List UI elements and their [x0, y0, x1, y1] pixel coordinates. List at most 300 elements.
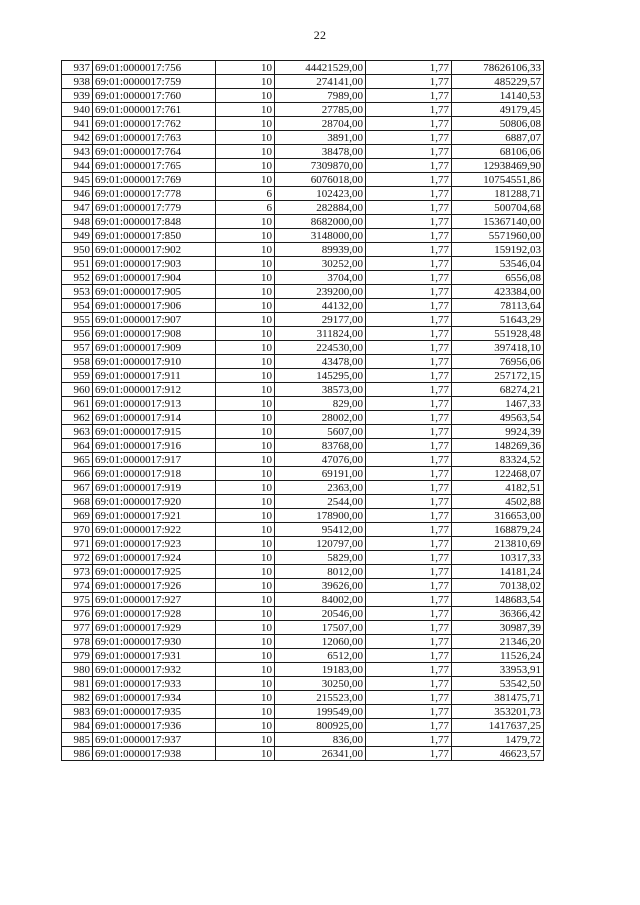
table-row: [62, 495, 544, 509]
value-cell: 213810,69: [452, 537, 544, 551]
area-cell: 19183,00: [275, 663, 366, 677]
value-cell: 148269,36: [452, 439, 544, 453]
coefficient-cell: 1,77: [366, 677, 452, 691]
value-cell: 30987,39: [452, 621, 544, 635]
area-cell: 5607,00: [275, 425, 366, 439]
cadastral-number: 69:01:0000017:850: [93, 229, 216, 243]
coefficient-cell: 1,77: [366, 411, 452, 425]
area-cell: 3148000,00: [275, 229, 366, 243]
row-number: 939: [62, 89, 93, 103]
row-number: 953: [62, 285, 93, 299]
row-number: 957: [62, 341, 93, 355]
row-number: 946: [62, 187, 93, 201]
table-row: [62, 425, 544, 439]
coefficient-cell: 1,77: [366, 523, 452, 537]
row-number: 940: [62, 103, 93, 117]
value-cell: 1417637,25: [452, 719, 544, 733]
rate-cell: 10: [216, 467, 275, 481]
cadastral-number: 69:01:0000017:917: [93, 453, 216, 467]
coefficient-cell: 1,77: [366, 131, 452, 145]
value-cell: 10317,33: [452, 551, 544, 565]
rate-cell: 10: [216, 89, 275, 103]
area-cell: 6076018,00: [275, 173, 366, 187]
table-row: [62, 509, 544, 523]
row-number: 937: [62, 61, 93, 75]
row-number: 954: [62, 299, 93, 313]
cadastral-number: 69:01:0000017:761: [93, 103, 216, 117]
table-row: [62, 733, 544, 747]
value-cell: 12938469,90: [452, 159, 544, 173]
area-cell: 102423,00: [275, 187, 366, 201]
rate-cell: 10: [216, 341, 275, 355]
cadastral-number: 69:01:0000017:779: [93, 201, 216, 215]
area-cell: 274141,00: [275, 75, 366, 89]
rate-cell: 10: [216, 593, 275, 607]
row-number: 985: [62, 733, 93, 747]
cadastral-number: 69:01:0000017:919: [93, 481, 216, 495]
value-cell: 68106,06: [452, 145, 544, 159]
cadastral-number: 69:01:0000017:927: [93, 593, 216, 607]
table-row: [62, 271, 544, 285]
cadastral-number: 69:01:0000017:764: [93, 145, 216, 159]
coefficient-cell: 1,77: [366, 243, 452, 257]
rate-cell: 10: [216, 663, 275, 677]
coefficient-cell: 1,77: [366, 747, 452, 761]
rate-cell: 10: [216, 411, 275, 425]
area-cell: 239200,00: [275, 285, 366, 299]
table-row: [62, 719, 544, 733]
cadastral-number: 69:01:0000017:904: [93, 271, 216, 285]
area-cell: 26341,00: [275, 747, 366, 761]
cadastral-number: 69:01:0000017:769: [93, 173, 216, 187]
coefficient-cell: 1,77: [366, 621, 452, 635]
value-cell: 36366,42: [452, 607, 544, 621]
row-number: 945: [62, 173, 93, 187]
row-number: 983: [62, 705, 93, 719]
row-number: 960: [62, 383, 93, 397]
cadastral-number: 69:01:0000017:931: [93, 649, 216, 663]
page-number: 22: [313, 28, 327, 42]
rate-cell: 10: [216, 75, 275, 89]
coefficient-cell: 1,77: [366, 103, 452, 117]
table-row: [62, 145, 544, 159]
value-cell: 49563,54: [452, 411, 544, 425]
coefficient-cell: 1,77: [366, 663, 452, 677]
value-cell: 4182,51: [452, 481, 544, 495]
area-cell: 44421529,00: [275, 61, 366, 75]
area-cell: 8682000,00: [275, 215, 366, 229]
registry-table: [61, 60, 544, 761]
table-row: [62, 677, 544, 691]
area-cell: 83768,00: [275, 439, 366, 453]
row-number: 943: [62, 145, 93, 159]
table-row: [62, 383, 544, 397]
value-cell: 381475,71: [452, 691, 544, 705]
rate-cell: 10: [216, 327, 275, 341]
area-cell: 8012,00: [275, 565, 366, 579]
value-cell: 397418,10: [452, 341, 544, 355]
coefficient-cell: 1,77: [366, 145, 452, 159]
area-cell: 3704,00: [275, 271, 366, 285]
table-row: [62, 313, 544, 327]
value-cell: 1479,72: [452, 733, 544, 747]
cadastral-number: 69:01:0000017:930: [93, 635, 216, 649]
coefficient-cell: 1,77: [366, 425, 452, 439]
value-cell: 1467,33: [452, 397, 544, 411]
area-cell: 6512,00: [275, 649, 366, 663]
area-cell: 30250,00: [275, 677, 366, 691]
table-row: [62, 467, 544, 481]
cadastral-number: 69:01:0000017:928: [93, 607, 216, 621]
row-number: 942: [62, 131, 93, 145]
table-row: [62, 159, 544, 173]
area-cell: 3891,00: [275, 131, 366, 145]
value-cell: 159192,03: [452, 243, 544, 257]
value-cell: 68274,21: [452, 383, 544, 397]
area-cell: 84002,00: [275, 593, 366, 607]
value-cell: 53546,04: [452, 257, 544, 271]
coefficient-cell: 1,77: [366, 551, 452, 565]
rate-cell: 10: [216, 719, 275, 733]
coefficient-cell: 1,77: [366, 271, 452, 285]
rate-cell: 10: [216, 257, 275, 271]
value-cell: 76956,06: [452, 355, 544, 369]
value-cell: 5571960,00: [452, 229, 544, 243]
table-row: [62, 131, 544, 145]
coefficient-cell: 1,77: [366, 509, 452, 523]
area-cell: 20546,00: [275, 607, 366, 621]
table-row: [62, 243, 544, 257]
cadastral-number: 69:01:0000017:911: [93, 369, 216, 383]
table-row: [62, 453, 544, 467]
area-cell: 12060,00: [275, 635, 366, 649]
row-number: 951: [62, 257, 93, 271]
cadastral-number: 69:01:0000017:915: [93, 425, 216, 439]
rate-cell: 10: [216, 369, 275, 383]
row-number: 978: [62, 635, 93, 649]
area-cell: 27785,00: [275, 103, 366, 117]
value-cell: 316653,00: [452, 509, 544, 523]
row-number: 969: [62, 509, 93, 523]
cadastral-number: 69:01:0000017:935: [93, 705, 216, 719]
cadastral-number: 69:01:0000017:932: [93, 663, 216, 677]
cadastral-number: 69:01:0000017:912: [93, 383, 216, 397]
value-cell: 500704,68: [452, 201, 544, 215]
cadastral-number: 69:01:0000017:903: [93, 257, 216, 271]
area-cell: 2544,00: [275, 495, 366, 509]
cadastral-number: 69:01:0000017:922: [93, 523, 216, 537]
value-cell: 148683,54: [452, 593, 544, 607]
rate-cell: 10: [216, 173, 275, 187]
table-row: [62, 691, 544, 705]
value-cell: 14140,53: [452, 89, 544, 103]
table-row: [62, 397, 544, 411]
value-cell: 83324,52: [452, 453, 544, 467]
cadastral-number: 69:01:0000017:905: [93, 285, 216, 299]
table-row: [62, 537, 544, 551]
area-cell: 7989,00: [275, 89, 366, 103]
rate-cell: 6: [216, 187, 275, 201]
area-cell: 311824,00: [275, 327, 366, 341]
row-number: 986: [62, 747, 93, 761]
row-number: 955: [62, 313, 93, 327]
table-row: [62, 89, 544, 103]
coefficient-cell: 1,77: [366, 159, 452, 173]
cadastral-number: 69:01:0000017:914: [93, 411, 216, 425]
rate-cell: 10: [216, 285, 275, 299]
coefficient-cell: 1,77: [366, 467, 452, 481]
area-cell: 120797,00: [275, 537, 366, 551]
row-number: 973: [62, 565, 93, 579]
coefficient-cell: 1,77: [366, 537, 452, 551]
rate-cell: 10: [216, 523, 275, 537]
rate-cell: 10: [216, 271, 275, 285]
area-cell: 44132,00: [275, 299, 366, 313]
coefficient-cell: 1,77: [366, 257, 452, 271]
table-row: [62, 215, 544, 229]
table-row: [62, 579, 544, 593]
cadastral-number: 69:01:0000017:936: [93, 719, 216, 733]
coefficient-cell: 1,77: [366, 495, 452, 509]
value-cell: 11526,24: [452, 649, 544, 663]
value-cell: 168879,24: [452, 523, 544, 537]
coefficient-cell: 1,77: [366, 173, 452, 187]
cadastral-number: 69:01:0000017:763: [93, 131, 216, 145]
value-cell: 15367140,00: [452, 215, 544, 229]
row-number: 962: [62, 411, 93, 425]
rate-cell: 10: [216, 747, 275, 761]
cadastral-number: 69:01:0000017:925: [93, 565, 216, 579]
area-cell: 800925,00: [275, 719, 366, 733]
cadastral-number: 69:01:0000017:759: [93, 75, 216, 89]
cadastral-number: 69:01:0000017:918: [93, 467, 216, 481]
rate-cell: 10: [216, 551, 275, 565]
coefficient-cell: 1,77: [366, 369, 452, 383]
table-row: [62, 663, 544, 677]
registry-table-body: [62, 61, 544, 761]
value-cell: 21346,20: [452, 635, 544, 649]
coefficient-cell: 1,77: [366, 691, 452, 705]
rate-cell: 10: [216, 131, 275, 145]
coefficient-cell: 1,77: [366, 481, 452, 495]
table-row: [62, 411, 544, 425]
coefficient-cell: 1,77: [366, 355, 452, 369]
table-row: [62, 285, 544, 299]
value-cell: 53542,50: [452, 677, 544, 691]
rate-cell: 10: [216, 313, 275, 327]
row-number: 964: [62, 439, 93, 453]
rate-cell: 10: [216, 733, 275, 747]
cadastral-number: 69:01:0000017:906: [93, 299, 216, 313]
table-row: [62, 201, 544, 215]
table-row: [62, 635, 544, 649]
rate-cell: 10: [216, 117, 275, 131]
coefficient-cell: 1,77: [366, 229, 452, 243]
row-number: 970: [62, 523, 93, 537]
row-number: 982: [62, 691, 93, 705]
coefficient-cell: 1,77: [366, 285, 452, 299]
area-cell: 89939,00: [275, 243, 366, 257]
rate-cell: 10: [216, 145, 275, 159]
table-row: [62, 75, 544, 89]
row-number: 956: [62, 327, 93, 341]
value-cell: 257172,15: [452, 369, 544, 383]
row-number: 952: [62, 271, 93, 285]
cadastral-number: 69:01:0000017:907: [93, 313, 216, 327]
rate-cell: 10: [216, 453, 275, 467]
row-number: 947: [62, 201, 93, 215]
table-row: [62, 439, 544, 453]
row-number: 974: [62, 579, 93, 593]
row-number: 950: [62, 243, 93, 257]
cadastral-number: 69:01:0000017:778: [93, 187, 216, 201]
rate-cell: 10: [216, 579, 275, 593]
coefficient-cell: 1,77: [366, 327, 452, 341]
cadastral-number: 69:01:0000017:760: [93, 89, 216, 103]
coefficient-cell: 1,77: [366, 201, 452, 215]
value-cell: 78113,64: [452, 299, 544, 313]
coefficient-cell: 1,77: [366, 117, 452, 131]
coefficient-cell: 1,77: [366, 187, 452, 201]
value-cell: 50806,08: [452, 117, 544, 131]
area-cell: 39626,00: [275, 579, 366, 593]
table-row: [62, 369, 544, 383]
table-row: [62, 103, 544, 117]
rate-cell: 10: [216, 677, 275, 691]
rate-cell: 10: [216, 299, 275, 313]
value-cell: 9924,39: [452, 425, 544, 439]
rate-cell: 10: [216, 537, 275, 551]
table-row: [62, 649, 544, 663]
value-cell: 10754551,86: [452, 173, 544, 187]
cadastral-number: 69:01:0000017:765: [93, 159, 216, 173]
cadastral-number: 69:01:0000017:910: [93, 355, 216, 369]
table-row: [62, 621, 544, 635]
coefficient-cell: 1,77: [366, 61, 452, 75]
table-row: [62, 173, 544, 187]
value-cell: 485229,57: [452, 75, 544, 89]
row-number: 977: [62, 621, 93, 635]
area-cell: 43478,00: [275, 355, 366, 369]
cadastral-number: 69:01:0000017:913: [93, 397, 216, 411]
coefficient-cell: 1,77: [366, 439, 452, 453]
rate-cell: 10: [216, 397, 275, 411]
row-number: 965: [62, 453, 93, 467]
cadastral-number: 69:01:0000017:916: [93, 439, 216, 453]
cadastral-number: 69:01:0000017:762: [93, 117, 216, 131]
table-row: [62, 523, 544, 537]
rate-cell: 10: [216, 243, 275, 257]
table-row: [62, 607, 544, 621]
area-cell: 2363,00: [275, 481, 366, 495]
cadastral-number: 69:01:0000017:848: [93, 215, 216, 229]
row-number: 958: [62, 355, 93, 369]
area-cell: 199549,00: [275, 705, 366, 719]
row-number: 959: [62, 369, 93, 383]
value-cell: 70138,02: [452, 579, 544, 593]
coefficient-cell: 1,77: [366, 607, 452, 621]
area-cell: 215523,00: [275, 691, 366, 705]
coefficient-cell: 1,77: [366, 215, 452, 229]
table-row: [62, 299, 544, 313]
coefficient-cell: 1,77: [366, 565, 452, 579]
row-number: 968: [62, 495, 93, 509]
value-cell: 49179,45: [452, 103, 544, 117]
row-number: 938: [62, 75, 93, 89]
row-number: 971: [62, 537, 93, 551]
coefficient-cell: 1,77: [366, 719, 452, 733]
area-cell: 282884,00: [275, 201, 366, 215]
value-cell: 181288,71: [452, 187, 544, 201]
rate-cell: 10: [216, 481, 275, 495]
coefficient-cell: 1,77: [366, 579, 452, 593]
row-number: 976: [62, 607, 93, 621]
area-cell: 69191,00: [275, 467, 366, 481]
value-cell: 6887,07: [452, 131, 544, 145]
row-number: 972: [62, 551, 93, 565]
value-cell: 6556,08: [452, 271, 544, 285]
value-cell: 423384,00: [452, 285, 544, 299]
rate-cell: 10: [216, 635, 275, 649]
rate-cell: 10: [216, 607, 275, 621]
cadastral-number: 69:01:0000017:924: [93, 551, 216, 565]
table-row: [62, 187, 544, 201]
value-cell: 46623,57: [452, 747, 544, 761]
table-row: [62, 593, 544, 607]
rate-cell: 10: [216, 425, 275, 439]
row-number: 981: [62, 677, 93, 691]
coefficient-cell: 1,77: [366, 397, 452, 411]
rate-cell: 10: [216, 495, 275, 509]
value-cell: 353201,73: [452, 705, 544, 719]
coefficient-cell: 1,77: [366, 593, 452, 607]
rate-cell: 10: [216, 215, 275, 229]
cadastral-number: 69:01:0000017:902: [93, 243, 216, 257]
value-cell: 51643,29: [452, 313, 544, 327]
table-row: [62, 341, 544, 355]
cadastral-number: 69:01:0000017:937: [93, 733, 216, 747]
area-cell: 47076,00: [275, 453, 366, 467]
cadastral-number: 69:01:0000017:938: [93, 747, 216, 761]
table-row: [62, 481, 544, 495]
table-row: [62, 229, 544, 243]
rate-cell: 10: [216, 621, 275, 635]
cadastral-number: 69:01:0000017:908: [93, 327, 216, 341]
rate-cell: 10: [216, 103, 275, 117]
rate-cell: 10: [216, 383, 275, 397]
coefficient-cell: 1,77: [366, 705, 452, 719]
coefficient-cell: 1,77: [366, 733, 452, 747]
area-cell: 38478,00: [275, 145, 366, 159]
area-cell: 224530,00: [275, 341, 366, 355]
cadastral-number: 69:01:0000017:926: [93, 579, 216, 593]
coefficient-cell: 1,77: [366, 453, 452, 467]
row-number: 984: [62, 719, 93, 733]
area-cell: 178900,00: [275, 509, 366, 523]
coefficient-cell: 1,77: [366, 341, 452, 355]
cadastral-number: 69:01:0000017:920: [93, 495, 216, 509]
area-cell: 829,00: [275, 397, 366, 411]
rate-cell: 10: [216, 705, 275, 719]
table-row: [62, 61, 544, 75]
coefficient-cell: 1,77: [366, 75, 452, 89]
rate-cell: 10: [216, 509, 275, 523]
table-row: [62, 355, 544, 369]
area-cell: 28002,00: [275, 411, 366, 425]
area-cell: 38573,00: [275, 383, 366, 397]
row-number: 980: [62, 663, 93, 677]
coefficient-cell: 1,77: [366, 383, 452, 397]
